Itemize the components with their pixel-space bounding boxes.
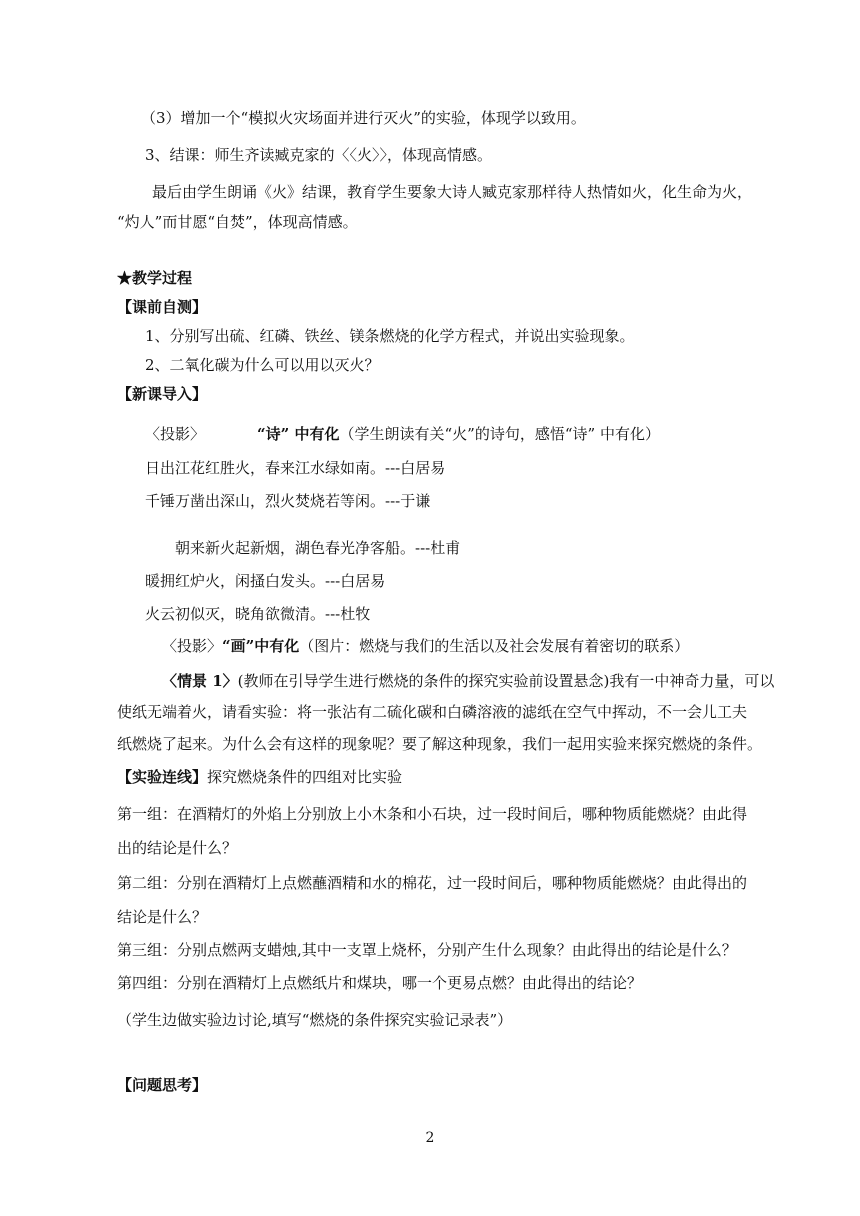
scenario-tag: 〈情景 1〉 xyxy=(162,672,238,690)
poem-line: 日出江花红胜火，春来江水绿如南。---白居易 xyxy=(145,459,446,477)
text-line: （3）增加一个“模拟火灾场面并进行灭火”的实验，体现学以致用。 xyxy=(141,109,586,127)
poem-line: 火云初似灭，晓角欲微清。---杜牧 xyxy=(145,605,371,623)
text-line: 1、分别写出硫、红磷、铁丝、镁条燃烧的化学方程式，并说出实验现象。 xyxy=(145,327,635,345)
projection-line xyxy=(145,424,660,444)
text-line: 使纸无端着火，请看实验：将一张沾有二硫化碳和白磷溶液的滤纸在空气中挥动，不一会儿工夫 xyxy=(117,703,748,721)
text-line: 第四组：分别在酒精灯上点燃纸片和煤块，哪一个更易点燃？由此得出的结论？ xyxy=(117,974,643,992)
section-heading: ★教学过程 xyxy=(117,269,193,287)
experiment-title: 探究燃烧条件的四组对比实验 xyxy=(207,768,403,786)
projection-tag: 〈投影〉 xyxy=(145,425,206,443)
scenario-text: (教师在引导学生进行燃烧的条件的探究实验前设置悬念)我有一中神奇力量，可以 xyxy=(237,672,775,690)
poem-line: 暖拥红炉火，闲搔白发头。---白居易 xyxy=(145,572,386,590)
text-line: 第一组：在酒精灯的外焰上分别放上小木条和小石块，过一段时间后，哪种物质能燃烧？由此得 xyxy=(117,805,748,823)
projection-tag: 〈投影〉 xyxy=(162,637,223,655)
projection-title: “诗” 中有化 xyxy=(257,425,340,443)
page-number: 2 xyxy=(425,1130,435,1146)
text-line: 出的结论是什么？ xyxy=(117,839,238,857)
poem-line: 朝来新火起新烟，湖色春光净客船。---杜甫 xyxy=(175,539,461,557)
section-heading: 【问题思考】 xyxy=(117,1076,208,1094)
text-line: 第三组：分别点燃两支蜡烛,其中一支罩上烧杯，分别产生什么现象？由此得出的结论是什么？ xyxy=(117,941,737,959)
text-line: 第二组：分别在酒精灯上点燃蘸酒精和水的棉花，过一段时间后，哪种物质能燃烧？由此得出的 xyxy=(117,874,748,892)
projection-desc: （图片：燃烧与我们的生活以及社会发展有着密切的联系） xyxy=(299,637,690,655)
text-line: 最后由学生朗诵《火》结课，教育学生要象大诗人臧克家那样待人热情如火，化生命为火， xyxy=(152,183,753,201)
section-heading: 【课前自测】 xyxy=(117,298,208,316)
text-line: 3、结课：师生齐读臧克家的〈〈火〉〉，体现高情感。 xyxy=(145,146,493,164)
poem-line: 千锤万凿出深山，烈火焚烧若等闲。---于谦 xyxy=(145,492,431,510)
text-line: 纸燃烧了起来。为什么会有这样的现象呢？要了解这种现象，我们一起用实验来探究燃烧的条件。 xyxy=(117,735,763,753)
projection-title: “画”中有化 xyxy=(222,637,300,655)
scenario-line xyxy=(162,671,774,691)
experiment-tag: 【实验连线】 xyxy=(117,768,208,786)
text-line: 2、二氧化碳为什么可以用以灭火？ xyxy=(145,356,380,374)
experiment-heading xyxy=(117,767,402,787)
section-heading: 【新课导入】 xyxy=(117,385,208,403)
text-line: “灼人”而甘愿“自焚”，体现高情感。 xyxy=(117,213,358,231)
text-line: （学生边做实验边讨论,填写“燃烧的条件探究实验记录表”） xyxy=(117,1011,513,1029)
projection-line xyxy=(162,636,689,656)
text-line: 结论是什么？ xyxy=(117,908,208,926)
projection-desc: （学生朗读有关“火”的诗句，感悟“诗” 中有化） xyxy=(339,425,660,443)
